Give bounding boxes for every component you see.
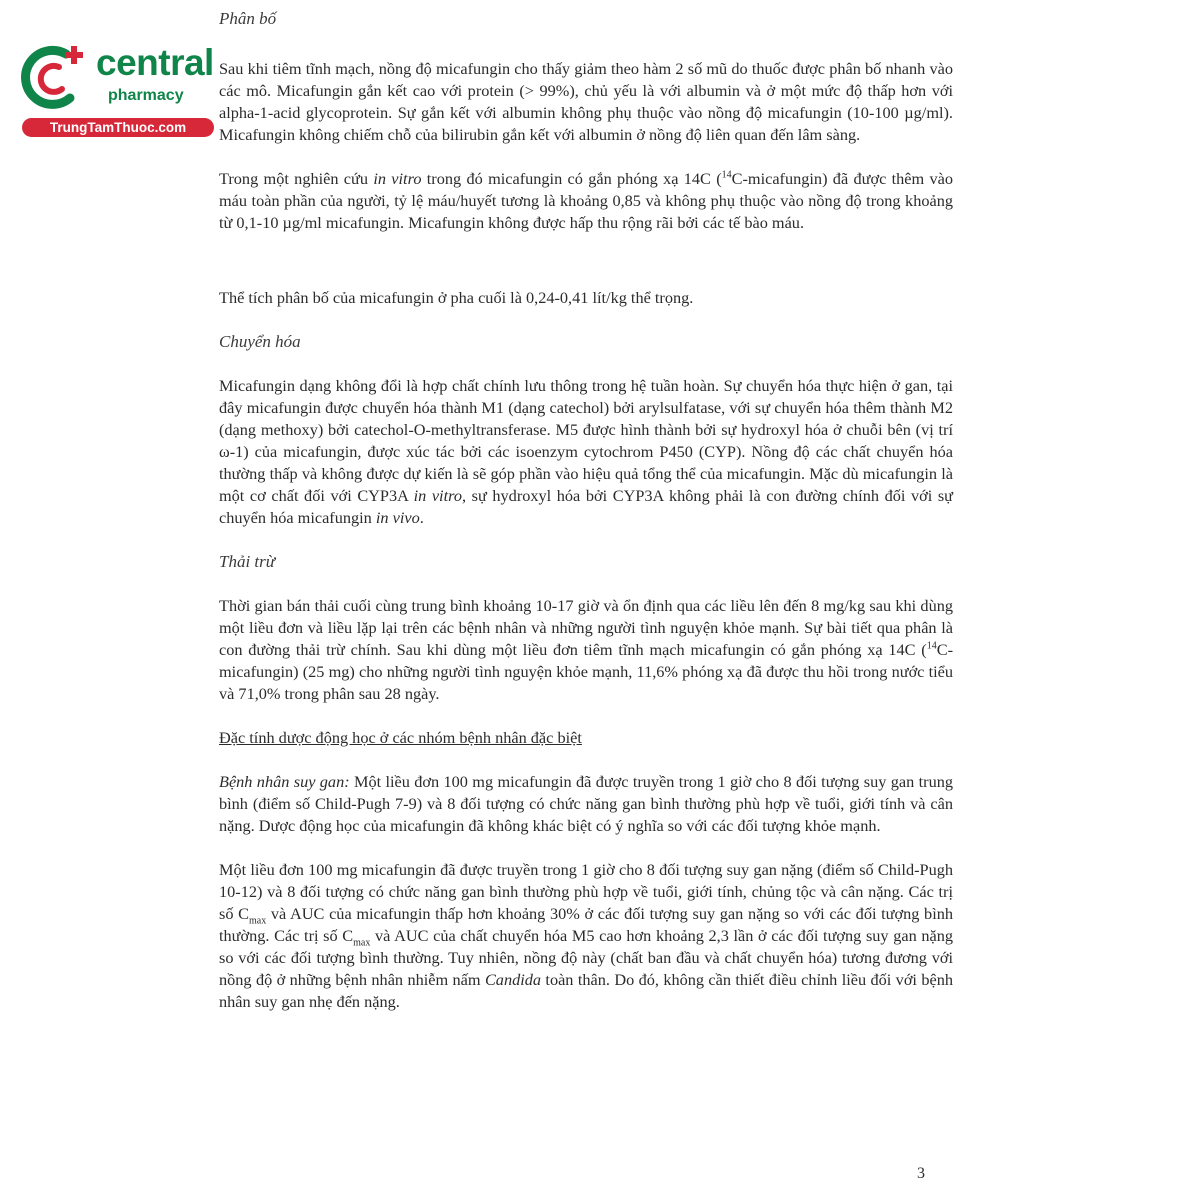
section-heading-special-populations: Đặc tính dược động học ở các nhóm bệnh nhân đặc biệt [219,728,582,747]
document-body [219,8,953,1013]
brand-logo [8,34,213,138]
brand-name: central [96,42,214,83]
paragraph-distribution-2: Trong một nghiên cứu in vitro trong đó micafungin có gắn phóng xạ 14C ($^{14}$C-micafungin) đã được thêm vào máu toàn phần của người, tỷ lệ máu/huyết tương là khoảng 0,85 và không phụ thuộc vào nồng độ trong khoảng từ 0,1-10 µg/ml micafungin. Micafungin không được hấp thu rộng rãi bởi các tế bào máu. [219,169,953,232]
paragraph-metabolism: Micafungin dạng không đổi là hợp chất chính lưu thông trong hệ tuần hoàn. Sự chuyển hóa thực hiện ở gan, tại đây micafungin được chuyển hóa thành M1 (dạng catechol) bởi arylsulfatase, với sự chuyển hóa thêm thành M2 (dạng methoxy) bởi catechol-O-methyltransferase. M5 được hình thành bởi sự hydroxyl hóa ở chuỗi bên (vị trí ω-1) của micafungin, được xúc tác bởi các isoenzym cytochrom P450 (CYP). Nồng độ các chất chuyển hóa thường thấp và không được dự kiến là sẽ góp phần vào hiệu quả tổng thể của micafungin. Mặc dù micafungin là một cơ chất đối với CYP3A in vitro, sự hydroxyl hóa bởi CYP3A không phải là con đường chính đối với sự chuyển hóa micafungin in vivo. [219,376,953,527]
section-heading-metabolism: Chuyển hóa [219,332,301,351]
central-pharmacy-logo-icon [16,40,92,116]
paragraph-hepatic-impairment-1: Bệnh nhân suy gan: Một liều đơn 100 mg micafungin đã được truyền trong 1 giờ cho 8 đối tượng suy gan trung bình (điểm số Child-Pugh 7-9) và 8 đối tượng có chức năng gan bình thường phù hợp về tuổi, giới tính và cân nặng. Dược động học của micafungin đã không khác biệt có ý nghĩa so với các đối tượng khỏe mạnh. [219,772,953,835]
paragraph-distribution-1: Sau khi tiêm tĩnh mạch, nồng độ micafungin cho thấy giảm theo hàm 2 số mũ do thuốc được phân bố nhanh vào các mô. Micafungin gắn kết cao với protein (> 99%), chủ yếu là với albumin và ở một mức độ thấp hơn với alpha-1-acid glycoprotein. Sự gắn kết với albumin không phụ thuộc vào nồng độ micafungin (10-100 µg/ml). Micafungin không chiếm chỗ của bilirubin gắn kết với albumin ở nồng độ liên quan đến lâm sàng. [219,59,953,144]
brand-tagline: pharmacy [108,87,184,104]
page-number: 3 [917,1165,925,1182]
paragraph-hepatic-impairment-2: Một liều đơn 100 mg micafungin đã được truyền trong 1 giờ cho 8 đối tượng suy gan nặng (điểm số Child-Pugh 10-12) và 8 đối tượng có chức năng gan bình thường phù hợp về tuổi, giới tính, chủng tộc và cân nặng. Các trị số $C_{max}$ và AUC của micafungin thấp hơn khoảng 30% ở các đối tượng suy gan nặng so với các đối tượng bình thường. Các trị số $C_{max}$ và AUC của chất chuyển hóa M5 cao hơn khoảng 2,3 lần ở các đối tượng suy gan nặng so với các đối tượng bình thường. Tuy nhiên, nồng độ này (chất ban đầu và chất chuyển hóa) tương đương với nồng độ ở những bệnh nhân nhiễm nấm Candida toàn thân. Do đó, không cần thiết điều chỉnh liều đối với bệnh nhân suy gan nhẹ đến nặng. [219,860,953,1011]
paragraph-distribution-3: Thể tích phân bố của micafungin ở pha cuối là 0,24-0,41 lít/kg thể trọng. [219,288,694,307]
section-heading-distribution: Phân bố [219,9,277,28]
section-heading-elimination: Thải trừ [219,552,276,571]
brand-site: TrungTamThuoc.com [22,118,214,137]
paragraph-elimination: Thời gian bán thải cuối cùng trung bình khoảng 10-17 giờ và ổn định qua các liều lên đến 8 mg/kg sau khi dùng một liều đơn và liều lặp lại trên các bệnh nhân và những người tình nguyện khỏe mạnh. Sự bài tiết qua phân là con đường thải trừ chính. Sau khi dùng một liều đơn tiêm tĩnh mạch micafungin có gắn phóng xạ 14C ($^{14}$C-micafungin) (25 mg) cho những người tình nguyện khỏe mạnh, 11,6% phóng xạ đã được thu hồi trong nước tiểu và 71,0% trong phân sau 28 ngày. [219,596,953,703]
